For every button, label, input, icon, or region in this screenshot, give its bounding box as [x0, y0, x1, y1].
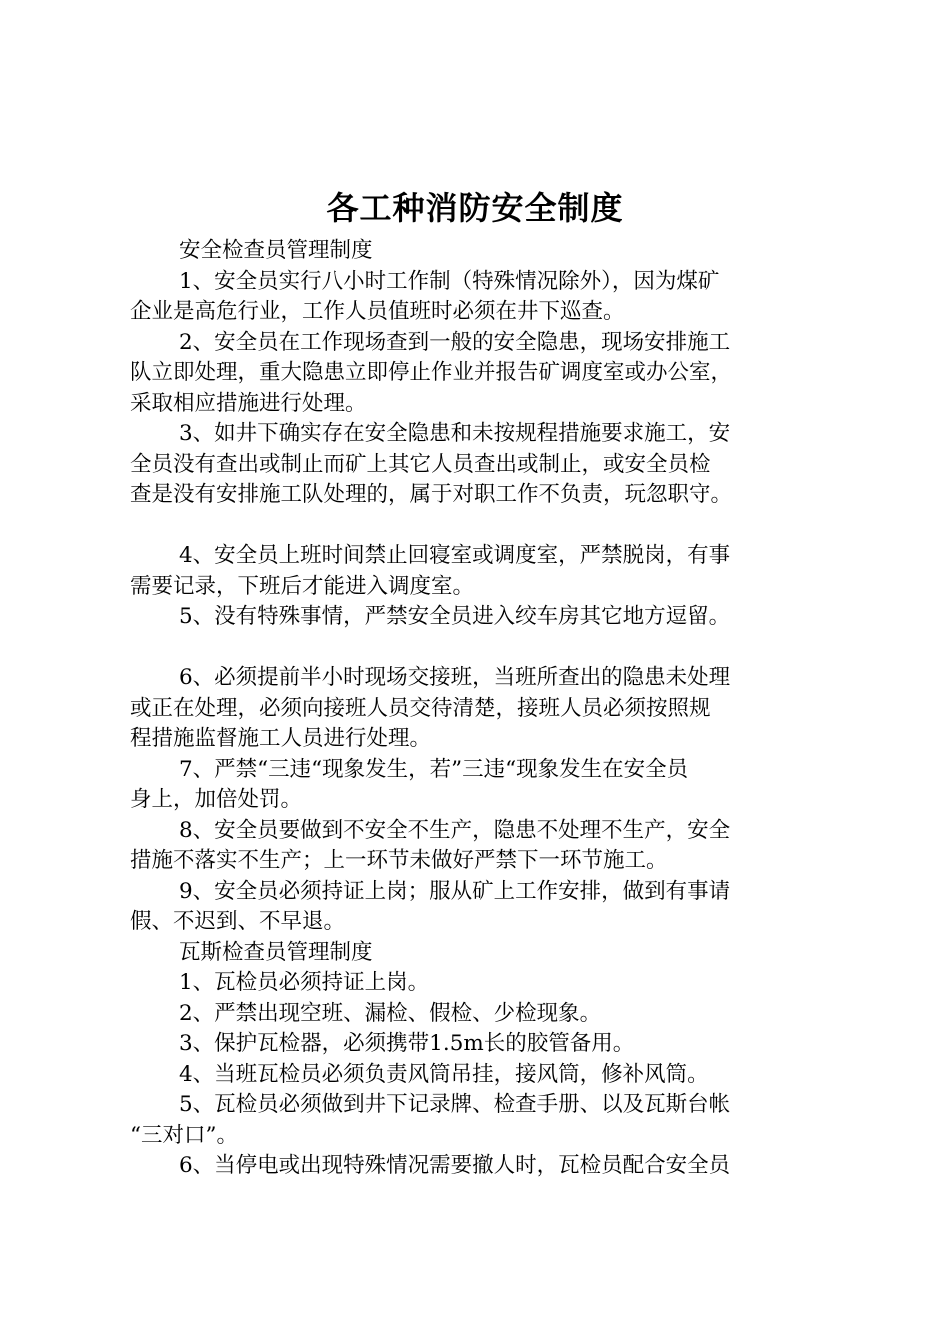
- paragraph-line: 3、如井下确实存在安全隐患和未按规程措施要求施工，安: [179, 421, 731, 446]
- paragraph-line: 全员没有查出或制止而矿上其它人员查出或制止，或安全员检: [130, 451, 711, 477]
- paragraph-line: 采取相应措施进行处理。: [130, 390, 367, 416]
- paragraph-line: 6、必须提前半小时现场交接班，当班所查出的隐患未处理: [179, 665, 731, 690]
- document-body: [130, 236, 832, 1182]
- paragraph-line: 3、保护瓦检器，必须携带1.5m长的胶管备用。: [179, 1031, 635, 1056]
- paragraph-line: 5、没有特殊事情，严禁安全员进入绞车房其它地方逗留。: [179, 604, 731, 629]
- paragraph-line: 1、瓦检员必须持证上岗。: [179, 970, 430, 995]
- paragraph-line: 需要记录，下班后才能进入调度室。: [130, 573, 475, 599]
- blank-line: [130, 633, 832, 664]
- paragraph-line: 或正在处理，必须向接班人员交待清楚，接班人员必须按照规: [130, 695, 711, 721]
- paragraph-line: 2、严禁出现空班、漏检、假检、少检现象。: [179, 1000, 602, 1026]
- paragraph-line: 身上，加倍处罚。: [130, 787, 303, 812]
- paragraph-line: 假、不迟到、不早退。: [130, 909, 346, 934]
- paragraph-line: 2、安全员在工作现场查到一般的安全隐患，现场安排施工: [179, 329, 731, 355]
- paragraph-line: 8、安全员要做到不安全不生产，隐患不处理不生产，安全: [179, 817, 731, 843]
- section-heading-gas-inspector: 瓦斯检查员管理制度: [179, 939, 373, 965]
- paragraph-line: 7、严禁“三违“现象发生，若”三违“现象发生在安全员: [179, 756, 689, 782]
- paragraph-line: 程措施监督施工人员进行处理。: [130, 726, 432, 751]
- paragraph-line: 6、当停电或出现特殊情况需要撤人时，瓦检员配合安全员: [179, 1153, 731, 1178]
- paragraph-line: 5、瓦检员必须做到井下记录牌、检查手册、以及瓦斯台帐: [179, 1092, 731, 1117]
- section-heading-safety-inspector: 安全检查员管理制度: [179, 238, 373, 263]
- paragraph-line: 查是没有安排施工队处理的，属于对职工作不负责，玩忽职守。: [130, 482, 733, 507]
- paragraph-line: 9、安全员必须持证上岗；服从矿上工作安排，做到有事请: [179, 878, 731, 904]
- paragraph-line: 企业是高危行业，工作人员值班时必须在井下巡查。: [130, 299, 625, 324]
- paragraph-line: 队立即处理，重大隐患立即停止作业并报告矿调度室或办公室，: [130, 360, 733, 385]
- paragraph-line: 措施不落实不生产；上一环节未做好严禁下一环节施工。: [130, 848, 668, 873]
- blank-line: [130, 511, 832, 542]
- paragraph-line: “三对口”。: [130, 1122, 238, 1148]
- paragraph-line: 4、安全员上班时间禁止回寝室或调度室，严禁脱岗，有事: [179, 543, 731, 568]
- paragraph-line: 1、安全员实行八小时工作制（特殊情况除外），因为煤矿: [179, 268, 720, 294]
- document-title: 各工种消防安全制度: [326, 189, 624, 227]
- paragraph-line: 4、当班瓦检员必须负责风筒吊挂，接风筒，修补风筒。: [179, 1061, 709, 1087]
